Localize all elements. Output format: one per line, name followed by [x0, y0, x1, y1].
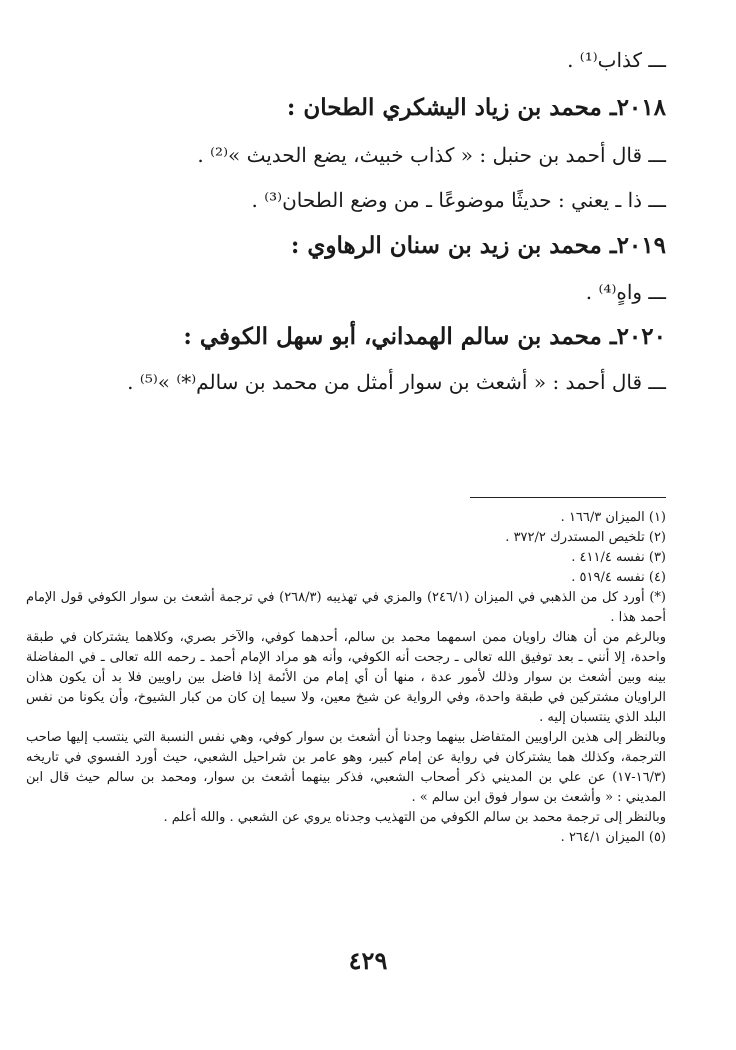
footnote-5: (٥) الميزان ٢٦٤/١ . — [560, 830, 666, 845]
page-number: ٤٢٩ — [348, 946, 388, 975]
footnote-4: (٤) نفسه ٥١٩/٤ . — [571, 570, 666, 585]
entry-heading-2019: ٢٠١٩ـ محمد بن زيد بن سنان الرهاوي : — [290, 232, 666, 259]
footnote-paragraph-3: وبالنظر إلى ترجمة محمد بن سالم الكوفي من التهذيب وجدناه يروي عن الشعبي . والله أعلم . — [163, 810, 666, 825]
entry-line-ashath: ـــ قال أحمد : « أشعث بن سوار أمثل من محمد بن سالم⁽*⁾ »⁽⁵⁾ . — [127, 370, 666, 394]
footnote-star: (*) أورد كل من الذهبي في الميزان (٢٤٦/١) والمزي في تهذيبه (٢٦٨/٣) في ترجمة أشعث بن سوار الكوفي قول الإمام أحمد هذا . — [26, 590, 666, 625]
footnote-1: (١) الميزان ١٦٦/٣ . — [560, 510, 666, 525]
footnote-divider — [470, 497, 666, 498]
entry-line-liar: ـــ كذاب⁽¹⁾ . — [567, 48, 666, 72]
entry-heading-2020: ٢٠٢٠ـ محمد بن سالم الهمداني، أبو سهل الكوفي : — [183, 323, 666, 350]
entry-line-ahmad-quote: ـــ قال أحمد بن حنبل : « كذاب خبيث، يضع الحديث »⁽²⁾ . — [197, 143, 666, 167]
footnote-paragraph-2: وبالنظر إلى هذين الراويين المتفاضل بينهما وجدنا أن أشعث بن سوار كوفي، وهي نفس النسبة التي ينتسب إليها صاحب الترجمة، وكذلك هما يشتركان في رواية عن إمام كبير، وهو عامر بن شراحيل الشعبي، حيث أورد الفسوي في تاريخه (١٦/٣-١٧) عن علي بن المديني ذكر أصحاب الشعبي، فذكر بينهما أشعث بن سوار، ومحمد بن سالم حيث قال ابن المديني : « وأشعث بن سوار فوق ابن سالم » . — [26, 730, 666, 805]
footnote-paragraph-1: وبالرغم من أن هناك راويان ممن اسمهما محمد بن سالم، أحدهما كوفي، والآخر بصري، وكلاهما يشتركان في طبقة واحدة، إلا أنني ـ بعد توفيق الله تعالى ـ رجحت أنه الكوفي، وأنه هو مراد الإمام أحمد ـ رحمه الله تعالى ـ في المفاضلة بينه وبين أشعث بن سوار وذلك لأمور عدة ، منها أن أي إمام من الأئمة إذا فاضل بين راويين فلا بد أن يكون هذان الراويان مشتركين في طبقة واحدة، وفي الرواية عن شيخ معين، ولا سيما إن كان من كبار الشيوخ، وأن يكونا من نفس البلد الذي ينتسبان إليه . — [26, 630, 666, 725]
entry-heading-2018: ٢٠١٨ـ محمد بن زياد اليشكري الطحان : — [286, 94, 666, 121]
footnote-2: (٢) تلخيص المستدرك ٣٧٢/٢ . — [505, 530, 666, 545]
footnote-3: (٣) نفسه ٤١١/٤ . — [571, 550, 666, 565]
footnotes-block — [26, 508, 666, 848]
entry-line-weak: ـــ واهٍ⁽⁴⁾ . — [585, 280, 666, 304]
entry-line-fabricated: ـــ ذا ـ يعني : حديثًا موضوعًا ـ من وضع الطحان⁽³⁾ . — [251, 188, 666, 212]
